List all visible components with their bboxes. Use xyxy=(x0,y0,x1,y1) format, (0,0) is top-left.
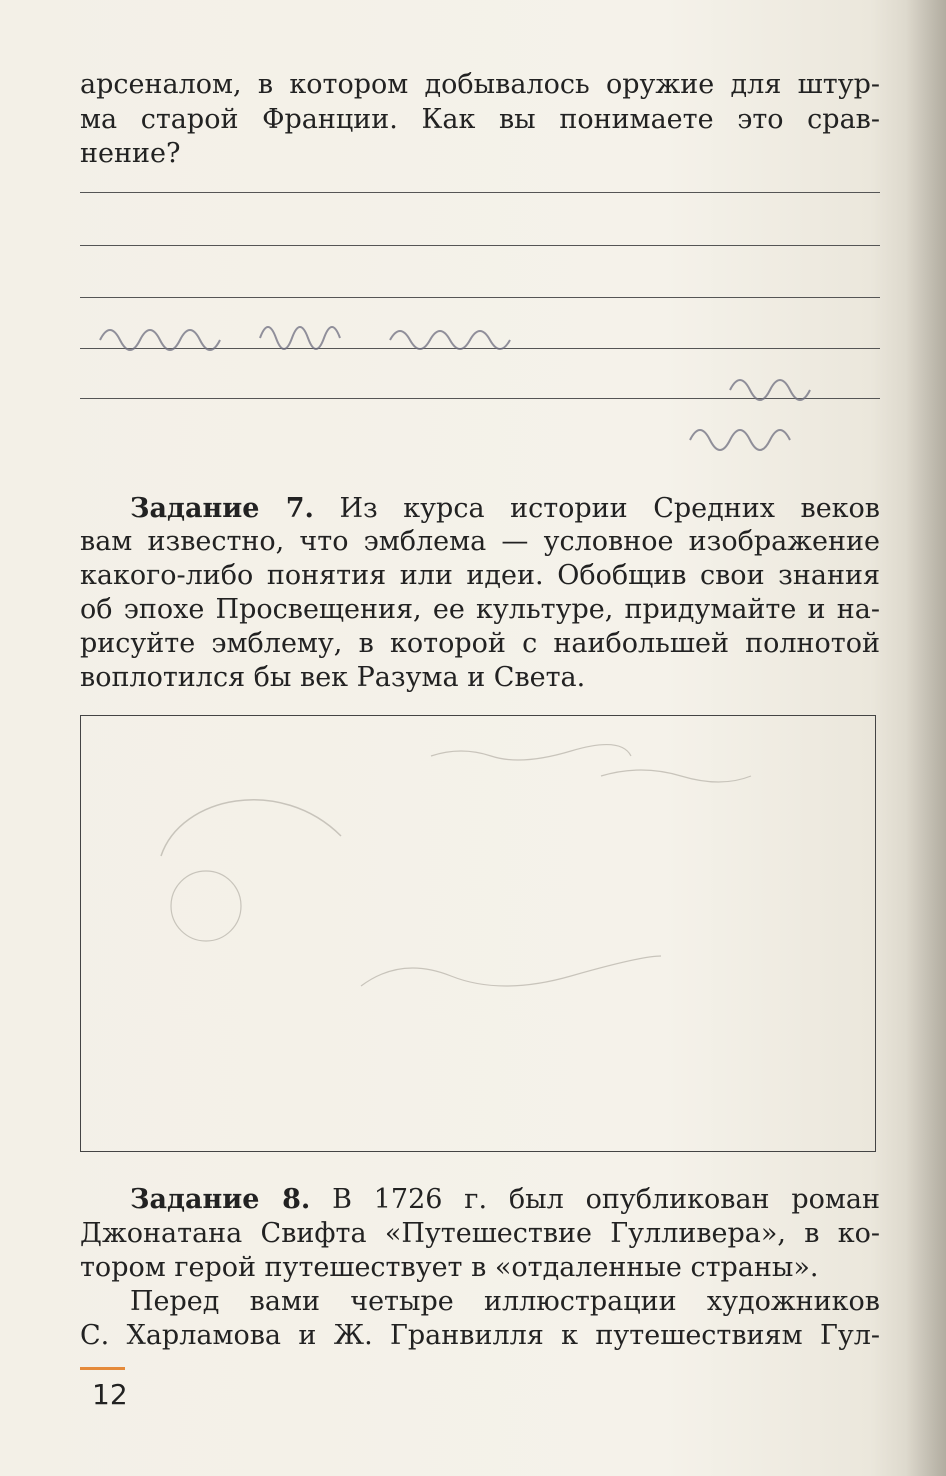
task8-label: Задание 8. xyxy=(130,1184,311,1215)
task7-line: об эпохе Просвещения, ее культуре, придумайте и на- xyxy=(80,594,880,625)
body-text-line: арсеналом, в котором добывалось оружие для штур- xyxy=(80,69,880,100)
page-number-rule xyxy=(80,1367,125,1370)
body-text-line: нение? xyxy=(80,138,181,169)
answer-line[interactable] xyxy=(80,297,880,298)
task8-line: Перед вами четыре иллюстрации художников xyxy=(130,1286,880,1317)
task8-line: тором герой путешествует в «отдаленные страны». xyxy=(80,1252,819,1283)
answer-line[interactable] xyxy=(80,192,880,193)
task7-line: воплотился бы век Разума и Света. xyxy=(80,662,586,693)
task7-label: Задание 7. xyxy=(130,493,314,524)
handwriting-scribble xyxy=(90,300,870,460)
task7-line: рисуйте эмблему, в которой с наибольшей полнотой xyxy=(80,628,880,659)
task8-line: Задание 8. В 1726 г. был опубликован роман xyxy=(130,1184,880,1215)
task8-line: Джонатана Свифта «Путешествие Гулливера», в ко- xyxy=(80,1218,880,1249)
task7-line: какого-либо понятия или идеи. Обобщив свои знания xyxy=(80,560,880,591)
answer-line[interactable] xyxy=(80,245,880,246)
page-number: 12 xyxy=(92,1378,128,1411)
pencil-sketch xyxy=(81,716,873,1149)
spine-shadow xyxy=(906,0,946,1476)
task7-line: Задание 7. Из курса истории Средних веков xyxy=(130,493,881,524)
task8-line: С. Харламова и Ж. Гранвилля к путешествиям Гул- xyxy=(80,1320,880,1351)
body-text-line: ма старой Франции. Как вы понимаете это срав- xyxy=(80,104,880,135)
task7-line: вам известно, что эмблема — условное изображение xyxy=(80,526,880,557)
emblem-drawing-area[interactable] xyxy=(80,715,876,1152)
